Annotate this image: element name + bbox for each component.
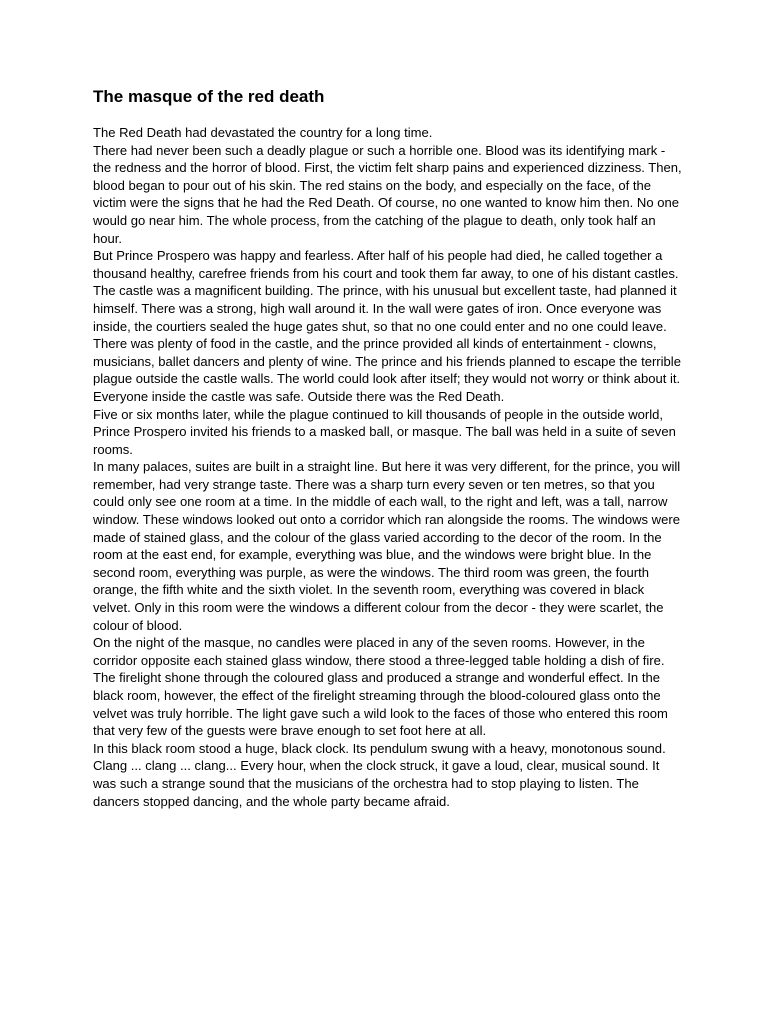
paragraph: But Prince Prospero was happy and fearless. After half of his people had died, he called together a thousand healthy, carefree friends from his court and took them far away, to one of his distant castles. (93, 248, 679, 281)
paragraph: In many palaces, suites are built in a straight line. But here it was very different, for the prince, you will remember, had very strange taste. There was a sharp turn every seven or ten metres, so that you could only see one room at a time. In the middle of each wall, to the right and left, was a tall, narrow window. These windows looked out onto a corridor which ran alongside the rooms. The windows were made of stained glass, and the colour of the glass varied according to the decor of the room. In the room at the east end, for example, everything was blue, and the windows were bright blue. In the second room, everything was purple, as were the windows. The third room was green, the fourth orange, the fifth white and the sixth violet. In the seventh room, everything was covered in black velvet. Only in this room were the windows a different colour from the decor - they were scarlet, the colour of blood. (93, 459, 681, 633)
paragraph: On the night of the masque, no candles were placed in any of the seven rooms. However, in the corridor opposite each stained glass window, there stood a three-legged table holding a dish of fire. The firelight shone through the coloured glass and produced a strange and wonderful effect. In the black room, however, the effect of the firelight streaming through the blood-coloured glass onto the velvet was truly horrible. The light gave such a wild look to the faces of those who entered this room that very few of the guests were brave enough to set foot here at all. (93, 635, 668, 739)
document-page (93, 86, 683, 810)
document-title: The masque of the red death (93, 87, 325, 106)
paragraph: There was plenty of food in the castle, and the prince provided all kinds of entertainment - clowns, musicians, ballet dancers and plenty of wine. The prince and his friends planned to escape the terrible plague outside the castle walls. The world could look after itself; they would not worry or think about it. Everyone inside the castle was safe. Outside there was the Red Death. (93, 336, 681, 404)
paragraph: Five or six months later, while the plague continued to kill thousands of people in the outside world, Prince Prospero invited his friends to a masked ball, or masque. The ball was held in a suite of seven rooms. (93, 406, 676, 457)
paragraph: The castle was a magnificent building. The prince, with his unusual but excellent taste, had planned it himself. There was a strong, high wall around it. In the wall were gates of iron. Once everyone was inside, the courtiers sealed the huge gates shut, so that no one could enter and no one could leave. (93, 283, 677, 334)
paragraph: In this black room stood a huge, black clock. Its pendulum swung with a heavy, monotonous sound. Clang ... clang ... clang... Every hour, when the clock struck, it gave a loud, clear, musical sound. It was such a strange sound that the musicians of the orchestra had to stop playing to listen. The dancers stopped dancing, and the whole party became afraid. (93, 740, 666, 809)
document-body (93, 124, 683, 810)
paragraph: There had never been such a deadly plague or such a horrible one. Blood was its identifying mark - the redness and the horror of blood. First, the victim felt sharp pains and experienced dizziness. Then, blood began to pour out of his skin. The red stains on the body, and especially on the face, of the victim were the signs that he had the Red Death. Of course, no one wanted to know him then. No one would go near him. The whole process, from the catching of the plague to death, only took half an hour. (93, 142, 682, 246)
paragraph: The Red Death had devastated the country for a long time. (93, 125, 433, 140)
